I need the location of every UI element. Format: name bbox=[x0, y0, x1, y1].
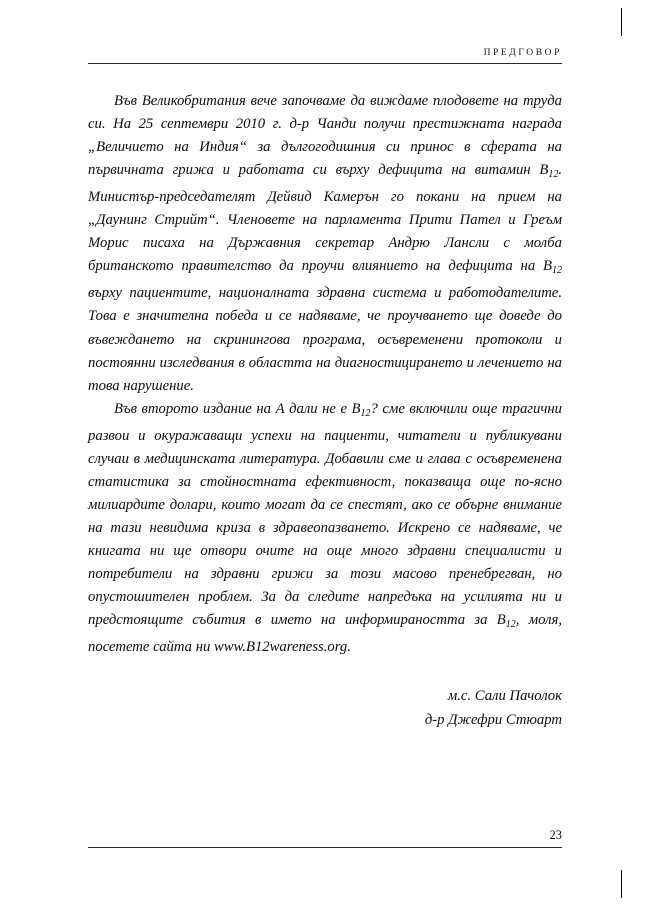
page-content bbox=[88, 48, 562, 732]
signature-line-2: д-р Джефри Стюарт bbox=[424, 711, 562, 728]
signature-line-1: м.с. Сали Пачолок bbox=[447, 688, 562, 705]
page-number: 23 bbox=[549, 828, 562, 842]
body-text bbox=[88, 90, 562, 659]
running-head: ПРЕДГОВОР bbox=[88, 48, 562, 64]
folio-block bbox=[88, 828, 562, 848]
crop-mark-top-right bbox=[621, 8, 622, 36]
paragraph-1: Във Великобритания вече започваме да виждаме плодовете на труда си. На 25 септември 2010 г. д-р Чанди получи престижната награда „Величието на Индия“ за дългогодишния си принос в сферата на първичната грижа и работата си върху дефицита на витамин $B_{12}$. Министър-председателят Дейвид Камерън го покани на прием на „Даунинг Стрийт“. Членовете на парламента Прити Пател и Греъм Морис писаха на Държавния секретар Андрю Лансли с молба британското правителство да проучи влиянието на дефицита на $B_{12}$ върху пациентите, националната здравна система и работодателите. Това е значителна победа и се надяваме, че проучването ще доведе до въвеждането на скринингова програма, осъвременени протоколи и постоянни изследвания в областта на диагностицирането и лечението на това нарушение. bbox=[88, 93, 562, 394]
crop-mark-bottom-right bbox=[621, 870, 622, 898]
paragraph-2: Във второто издание на А дали не е $B_{12}$? сме включили още трагични развои и окуражаващи успехи на пациенти, читатели и публикувани случаи в медицинската литература. Добавили сме и глава с осъвременена статистика за стойностната ефективност, показваща още по-ясно милиардите долари, които могат да се спестят, ако се обърне внимание на тази невидима криза в здравеопазването. Искрено се надяваме, че книгата ни ще отвори очите на още много здравни специалисти и потребители на здравни грижи за този масово пренебрегван, но опустошителен проблем. За да следите напредъка на усилията ни и предстоящите събития в името на информираността за $B_{12}$, моля, посетете сайта ни www.B12wareness.org. bbox=[88, 400, 562, 656]
folio-rule bbox=[88, 847, 562, 848]
signature-block bbox=[88, 685, 562, 731]
